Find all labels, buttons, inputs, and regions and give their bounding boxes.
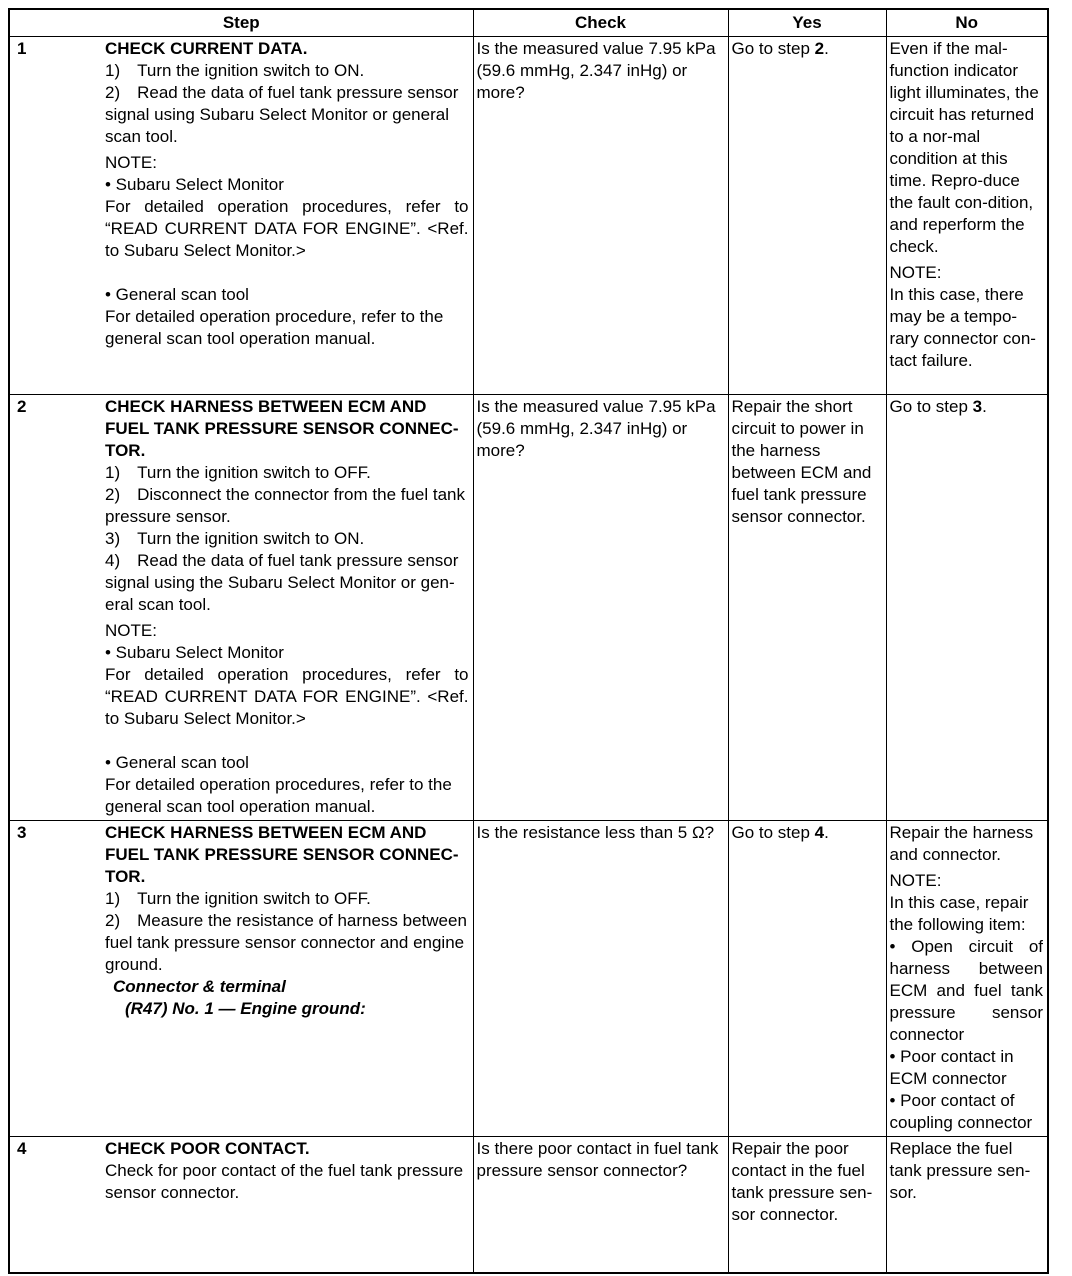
note-label: NOTE: <box>889 871 942 890</box>
note-label: NOTE: <box>889 263 942 282</box>
table-row-3 <box>9 821 1048 1137</box>
step-number: 4 <box>17 1139 27 1158</box>
reference-text: For detailed operation procedure, refer to the general scan tool operation manual. <box>105 307 444 348</box>
no-text: Even if the mal-function indicator light illuminates, the circuit has returned to a nor-mal condition at this time. Repro-duce the fault con-dition, and reperform the check. <box>889 39 1039 256</box>
reference-text: For detailed operation procedures, refer to the general scan tool operation manual. <box>105 775 452 816</box>
note-bullet: • Poor contact in ECM connector <box>889 1047 1014 1088</box>
header-step: Step <box>9 9 473 37</box>
no-step-number: 3 <box>972 397 983 416</box>
step-number: 2 <box>17 397 27 416</box>
note-bullet: • Open circuit of harness between ECM and fuel tank pressure sensor connector <box>889 937 1043 1044</box>
reference-text: to Subaru Select Monitor.> <box>105 709 306 728</box>
note-text: In this case, repair the following item: <box>889 893 1029 934</box>
step-instruction: 1) Turn the ignition switch to OFF. <box>105 463 371 482</box>
yes-cell <box>728 821 886 1137</box>
diagnostic-table <box>8 8 1049 1274</box>
step-cell <box>9 821 473 1137</box>
step-title: CHECK HARNESS BETWEEN ECM AND FUEL TANK PRESSURE SENSOR CONNEC-TOR. <box>105 823 459 886</box>
table-row-1 <box>9 37 1048 395</box>
step-instruction: 1) Turn the ignition switch to OFF. <box>105 889 371 908</box>
yes-step-number: 4 <box>814 823 825 842</box>
reference-text: For detailed operation procedures, refer to <box>105 197 469 216</box>
no-cell <box>886 37 1048 395</box>
check-cell: Is the measured value 7.95 kPa (59.6 mmHg, 2.347 inHg) or more? <box>473 37 728 395</box>
yes-cell: Repair the poor contact in the fuel tank pressure sen-sor connector. <box>728 1137 886 1273</box>
step-cell <box>9 37 473 395</box>
yes-step-number: 2 <box>814 39 825 58</box>
header-check: Check <box>473 9 728 37</box>
step-instruction: Check for poor contact of the fuel tank pressure sensor connector. <box>105 1161 464 1202</box>
no-text: Go to step <box>889 397 973 416</box>
step-instruction: 2) Measure the resistance of harness between fuel tank pressure sensor connector and engine ground. <box>105 911 467 974</box>
note-label: NOTE: <box>105 621 157 640</box>
header-yes: Yes <box>728 9 886 37</box>
table-row-4 <box>9 1137 1048 1273</box>
step-instruction: 2) Read the data of fuel tank pressure sensor signal using Subaru Select Monitor or general scan tool. <box>105 83 459 146</box>
step-title: CHECK HARNESS BETWEEN ECM AND FUEL TANK PRESSURE SENSOR CONNEC-TOR. <box>105 397 459 460</box>
reference-text: For detailed operation procedures, refer to <box>105 665 469 684</box>
table-row-2 <box>9 395 1048 821</box>
check-cell: Is the measured value 7.95 kPa (59.6 mmHg, 2.347 inHg) or more? <box>473 395 728 821</box>
check-cell: Is the resistance less than 5 Ω? <box>473 821 728 1137</box>
yes-text: . <box>824 39 829 58</box>
no-cell: Replace the fuel tank pressure sen-sor. <box>886 1137 1048 1273</box>
yes-text: Go to step <box>731 39 815 58</box>
header-no: No <box>886 9 1048 37</box>
yes-cell: Repair the short circuit to power in the harness between ECM and fuel tank pressure sensor connector. <box>728 395 886 821</box>
no-text: . <box>982 397 987 416</box>
step-cell <box>9 395 473 821</box>
note-text: In this case, there may be a tempo-rary connector con-tact failure. <box>889 285 1036 370</box>
note-bullet: • Subaru Select Monitor <box>105 175 284 194</box>
step-number: 3 <box>17 823 27 842</box>
reference-text: to Subaru Select Monitor.> <box>105 241 306 260</box>
connector-terminal: (R47) No. 1 — Engine ground: <box>125 999 366 1018</box>
yes-text: . <box>824 823 829 842</box>
note-bullet: • Poor contact of coupling connector <box>889 1091 1033 1132</box>
note-label: NOTE: <box>105 153 157 172</box>
step-instruction: 4) Read the data of fuel tank pressure sensor signal using the Subaru Select Monitor or gen-eral scan tool. <box>105 551 459 614</box>
yes-text: Go to step <box>731 823 815 842</box>
note-bullet: • Subaru Select Monitor <box>105 643 284 662</box>
step-instruction: 3) Turn the ignition switch to ON. <box>105 529 365 548</box>
no-text: Repair the harness and connector. <box>889 823 1034 864</box>
yes-cell <box>728 37 886 395</box>
reference-text: “READ CURRENT DATA FOR ENGINE”. <Ref. <box>105 687 469 706</box>
step-title: CHECK POOR CONTACT. <box>105 1139 310 1158</box>
note-bullet: • General scan tool <box>105 753 249 772</box>
header-row <box>9 9 1048 37</box>
step-title: CHECK CURRENT DATA. <box>105 39 308 58</box>
step-instruction: 2) Disconnect the connector from the fuel tank pressure sensor. <box>105 485 466 526</box>
note-bullet: • General scan tool <box>105 285 249 304</box>
connector-label: Connector & terminal <box>113 977 286 996</box>
step-instruction: 1) Turn the ignition switch to ON. <box>105 61 365 80</box>
check-cell: Is there poor contact in fuel tank pressure sensor connector? <box>473 1137 728 1273</box>
step-cell <box>9 1137 473 1273</box>
step-number: 1 <box>17 39 27 58</box>
no-cell <box>886 395 1048 821</box>
no-cell <box>886 821 1048 1137</box>
reference-text: “READ CURRENT DATA FOR ENGINE”. <Ref. <box>105 219 469 238</box>
